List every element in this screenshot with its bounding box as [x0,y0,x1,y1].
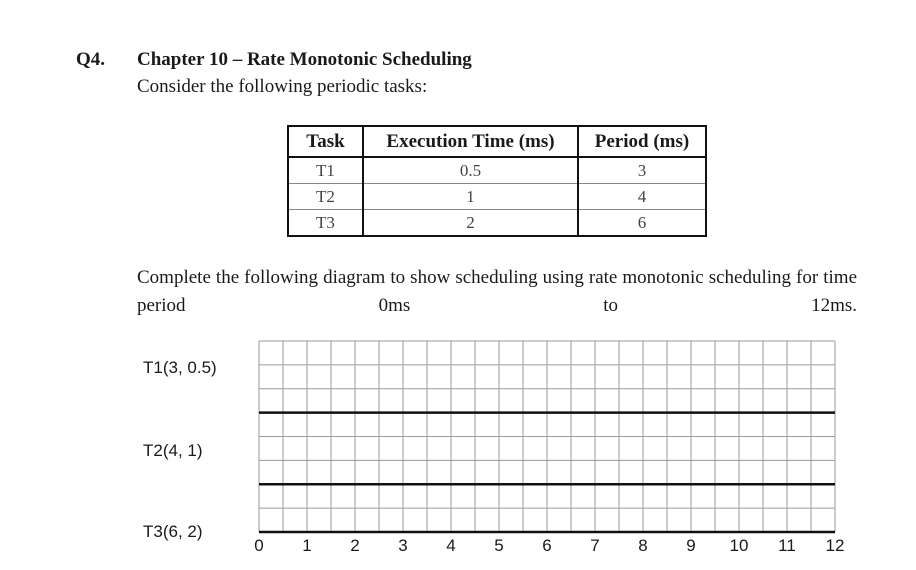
task-cell: T2 [288,184,363,210]
tick-label: 0 [254,536,264,555]
execution-time-cell: 1 [363,184,578,210]
tick-label: 12 [825,536,845,555]
tick-label: 1 [302,536,312,555]
tick-label: 2 [350,536,360,555]
instruction-text: Complete the following diagram to show scheduling using rate monotonic scheduling for time period 0ms to 12ms. [137,267,857,316]
period-cell: 4 [578,184,706,210]
header-task: Task [288,126,363,157]
tick-label: 9 [686,536,696,555]
question-number: Q4. [76,49,106,70]
row-label-t1: T1(3, 0.5) [143,358,217,377]
row-label-t2: T2(4, 1) [143,441,203,460]
row-label-t3: T3(6, 2) [143,522,203,541]
tick-label: 11 [778,536,796,555]
task-cell: T3 [288,210,363,237]
header-period: Period (ms) [578,126,706,157]
execution-time-cell: 2 [363,210,578,237]
tick-label: 6 [542,536,552,555]
task-cell: T1 [288,157,363,184]
header-execution-time: Execution Time (ms) [363,126,578,157]
tick-label: 3 [398,536,408,555]
question-title: Chapter 10 – Rate Monotonic Scheduling [137,49,472,70]
tick-label: 7 [590,536,600,555]
tick-label: 10 [729,536,749,555]
execution-time-cell: 0.5 [363,157,578,184]
question-intro: Consider the following periodic tasks: [137,76,428,97]
period-cell: 6 [637,212,647,232]
tick-label: 8 [638,536,648,555]
period-cell: 3 [578,157,706,184]
tick-label: 4 [446,536,456,555]
tick-label: 5 [494,536,504,555]
